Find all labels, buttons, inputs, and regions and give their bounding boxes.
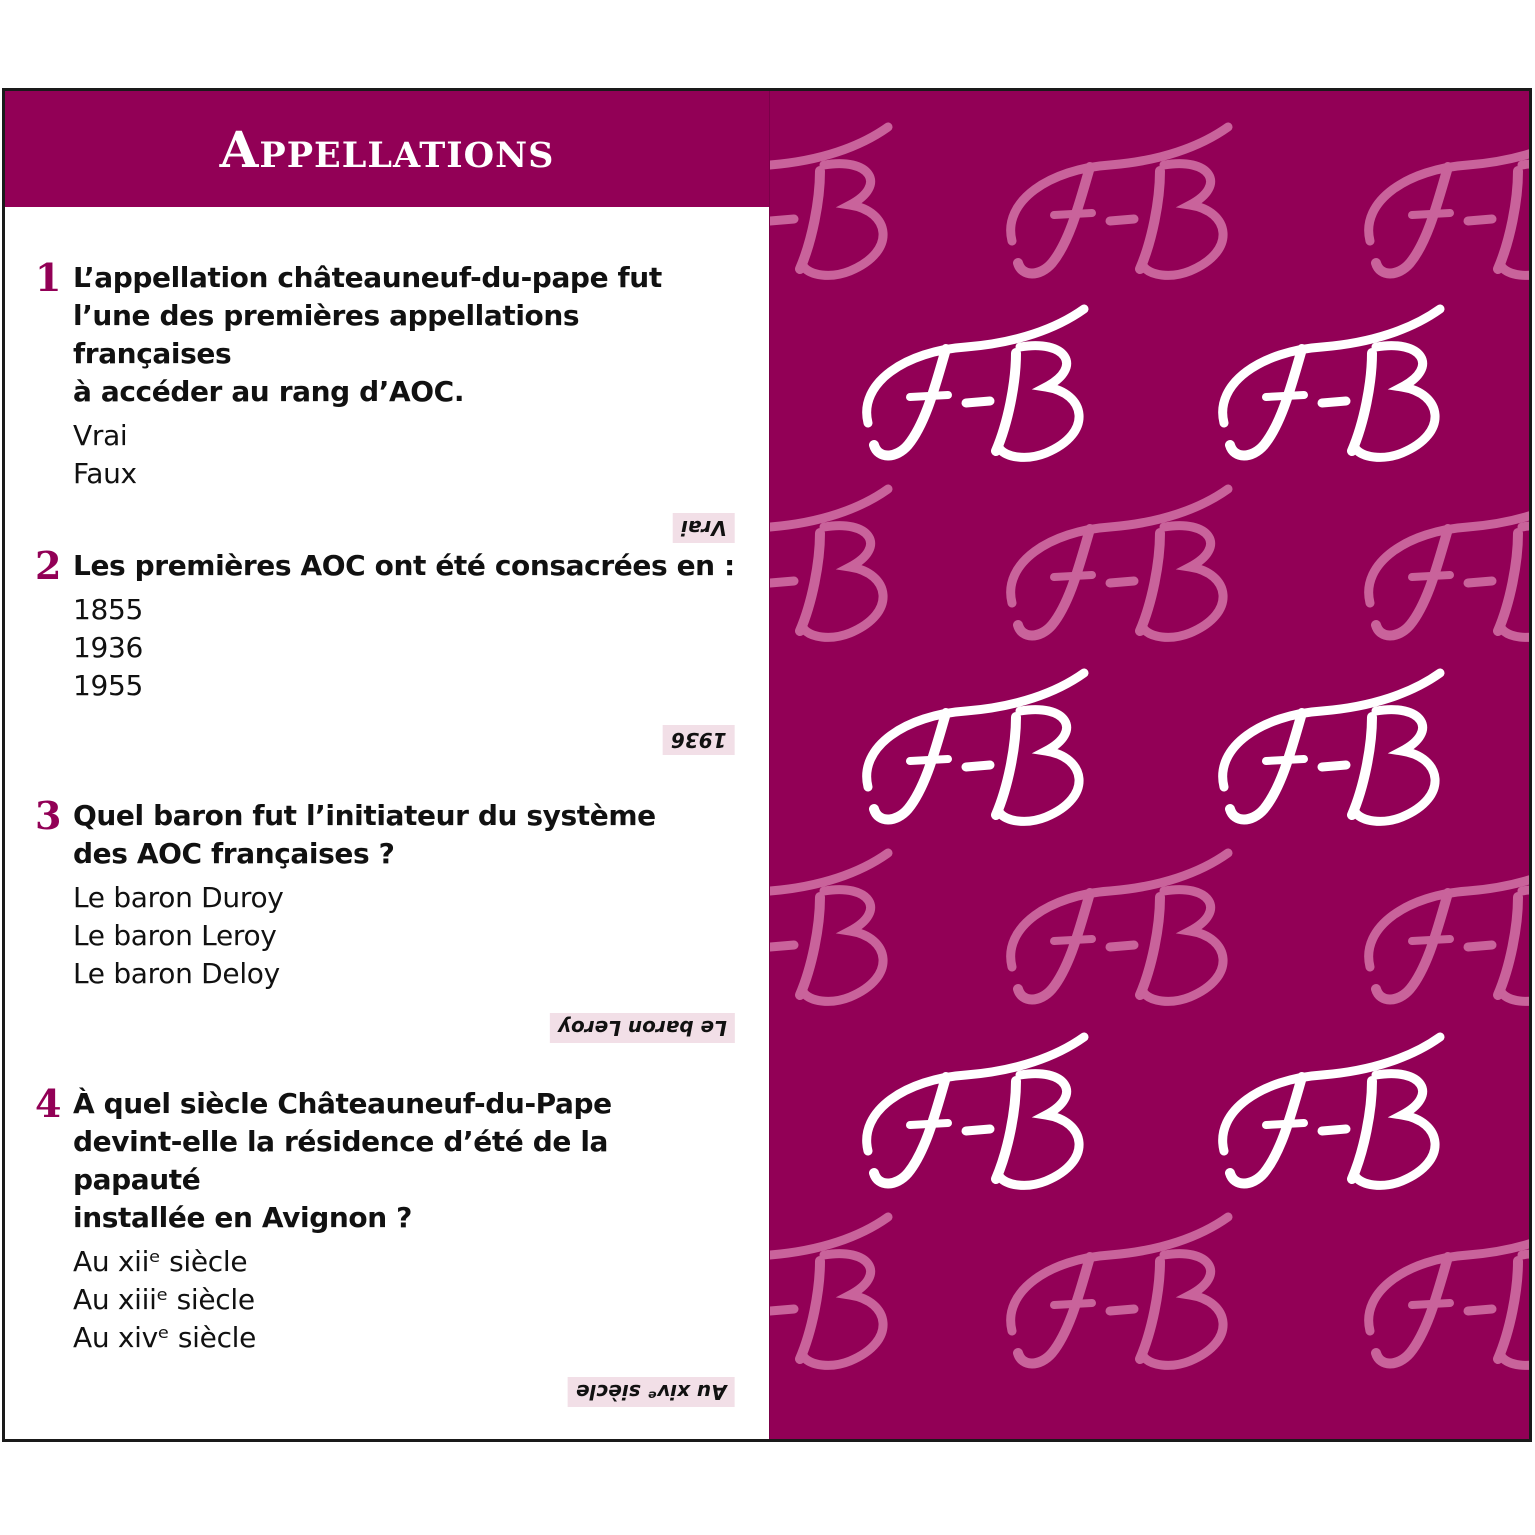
question-number: 2 <box>35 543 62 588</box>
option[interactable]: Au xiiiᵉ siècle <box>73 1283 255 1316</box>
monogram-faded <box>1369 127 1532 275</box>
monogram-faded <box>770 853 888 1001</box>
section-title: Appellations <box>219 119 555 179</box>
question-text: Les premières AOC ont été consacrées en : <box>73 549 735 582</box>
monogram-faded <box>770 1217 888 1365</box>
quiz-panel <box>5 91 769 1439</box>
answer-upside-down: Au xivᵉ siècle <box>568 1377 735 1407</box>
monogram-faded <box>1011 853 1228 1001</box>
option[interactable]: 1936 <box>73 631 144 664</box>
monogram-faded <box>1011 1217 1228 1365</box>
monogram-faded <box>770 489 888 637</box>
monogram-faded <box>1011 127 1228 275</box>
monogram-bright <box>1223 673 1440 821</box>
question-text: L’appellation châteauneuf-du-pape fut l’une des premières appellations françaises à accéder au rang d’AOC. <box>73 261 662 408</box>
monogram-faded <box>770 127 888 275</box>
monogram-bright <box>867 673 1084 821</box>
option[interactable]: 1955 <box>73 669 144 702</box>
monogram-bright <box>1223 309 1440 457</box>
option[interactable]: Vrai <box>73 419 128 452</box>
monogram-pattern <box>770 91 1532 1442</box>
monogram-bright <box>1223 1037 1440 1185</box>
question-text: À quel siècle Châteauneuf-du-Pape devint-elle la résidence d’été de la papauté installée en Avignon ? <box>73 1087 612 1234</box>
options-list <box>73 417 735 493</box>
options-list <box>73 591 735 705</box>
monogram-faded <box>1369 489 1532 637</box>
question-text: Quel baron fut l’initiateur du système des AOC françaises ? <box>73 799 656 870</box>
option[interactable]: Le baron Deloy <box>73 957 280 990</box>
question-number: 4 <box>35 1081 62 1126</box>
option[interactable]: Le baron Leroy <box>73 919 277 952</box>
question-number: 1 <box>35 255 62 300</box>
option[interactable]: Faux <box>73 457 137 490</box>
section-header <box>5 91 769 207</box>
question-2 <box>35 543 735 755</box>
bright-monograms <box>867 309 1440 1185</box>
monogram-faded <box>1369 853 1532 1001</box>
monogram-bright <box>867 309 1084 457</box>
answer-upside-down: 1936 <box>663 725 735 755</box>
monogram-bright <box>867 1037 1084 1185</box>
question-1 <box>35 255 735 543</box>
answer-upside-down: Vrai <box>673 513 735 543</box>
monogram-pattern-panel <box>769 91 1529 1439</box>
monogram-faded <box>1011 489 1228 637</box>
option[interactable]: Au xiiᵉ siècle <box>73 1245 248 1278</box>
option[interactable]: Au xivᵉ siècle <box>73 1321 257 1354</box>
quiz-card <box>2 88 1532 1442</box>
question-3 <box>35 793 735 1043</box>
options-list <box>73 1243 735 1357</box>
options-list <box>73 879 735 993</box>
monogram-faded <box>1369 1217 1532 1365</box>
question-4 <box>35 1081 735 1407</box>
question-number: 3 <box>35 793 62 838</box>
option[interactable]: Le baron Duroy <box>73 881 284 914</box>
answer-upside-down: Le baron Leroy <box>550 1013 735 1043</box>
option[interactable]: 1855 <box>73 593 144 626</box>
